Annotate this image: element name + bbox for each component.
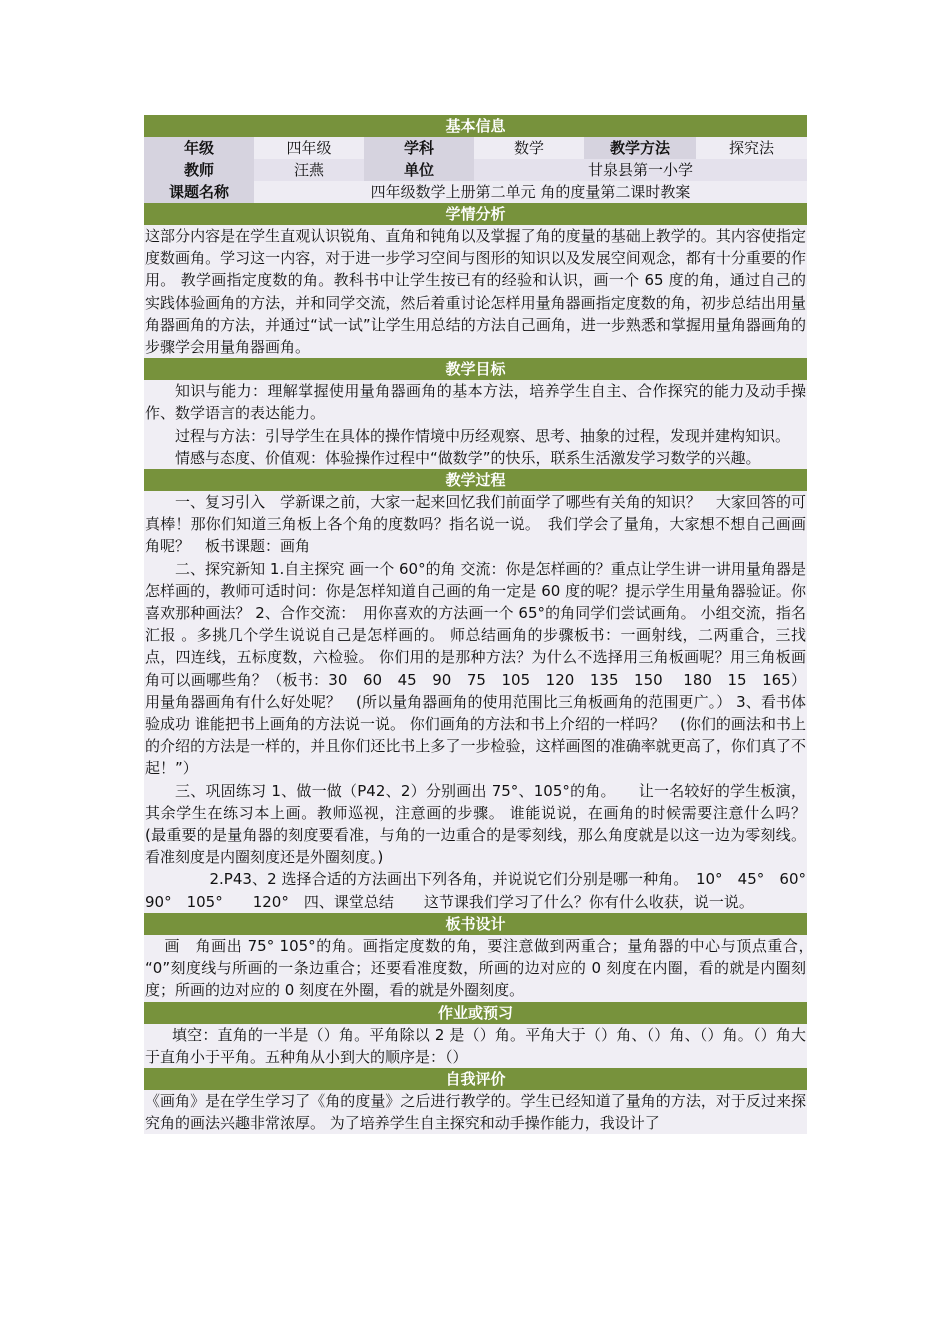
process-explore: 二、探究新知 1.自主探究 画一个 60°的角 交流：你是怎样画的？重点让学生讲一讲用量角器是怎样画的，教师可适时问：你是怎样知道自己画的角一定是 60 度的呢？提示学生用量角器验证。你喜欢那种画法？ 2、合作交流： 用你喜欢的方法画一个 65°的角同学们尝试画角。 小组交流，指名汇报 。多挑几个学生说说自己是怎样画的。 师总结画角的步骤板书：一画射线，二两重合，三找点，四连线，五标度数，六检验。 你们用的是那种方法？为什么不选择用三角板画呢？用三角板画角可以画哪些角？（板书：30 60 45 90 75 105 120 135 150 180 15 165）用量角器画角有什么好处呢？ (所以量角器画角的使用范围比三角板画角的范围更广。） 3、看书体验成功 谁能把书上画角的方法说一说。 你们画角的方法和书上介绍的一样吗？ (你们的画法和书上的介绍的方法是一样的，并且你们还比书上多了一步检验，这样画图的准确率就更高了，你们真了不起！”）	[145, 559, 806, 778]
review-text	[144, 1090, 807, 1134]
teacher-value: 汪燕	[293, 161, 324, 179]
method-label: 教学方法	[584, 137, 696, 159]
info-row-3	[144, 181, 807, 203]
section-header-review: 自我评价	[144, 1068, 807, 1090]
lesson-plan-table	[144, 115, 822, 1134]
info-row-1	[144, 137, 807, 159]
section-header-board: 板书设计	[144, 913, 807, 935]
review-paragraph: 《画角》是在学生学习了《角的度量》之后进行教学的。学生已经知道了量角的方法，对于反过来探究角的画法兴趣非常浓厚。 为了培养学生自主探究和动手操作能力，我设计了	[145, 1091, 806, 1133]
grade-value: 四年级	[286, 139, 332, 157]
process-summary: 2.P43、2 选择合适的方法画出下列各角，并说说它们分别是哪一种角。 10° 45° 60° 90° 105° 120° 四、课堂总结 这节课我们学习了什么？你有什么收获，说一说。	[145, 870, 822, 911]
grade-label: 年级	[144, 137, 254, 159]
subject-value: 数学	[513, 139, 544, 157]
board-text	[144, 935, 822, 1002]
method-value: 探究法	[728, 139, 774, 157]
homework-text	[144, 1024, 807, 1068]
section-header-homework: 作业或预习	[144, 1002, 807, 1024]
analysis-text	[144, 225, 807, 358]
goal-attitude: 情感与态度、价值观：体验操作过程中“做数学”的快乐，联系生活激发学习数学的兴趣。	[175, 448, 761, 467]
homework-paragraph: 填空：直角的一半是（）角。平角除以 2 是（）角。平角大于（）角、（）角、（）角。（）角大于直角小于平角。五种角从小到大的顺序是：（）	[145, 1025, 806, 1066]
goal-process: 过程与方法：引导学生在具体的操作情境中历经观察、思考、抽象的过程，发现并建构知识。	[175, 426, 791, 445]
section-header-basic-info: 基本信息	[144, 115, 807, 137]
unit-value: 甘泉县第一小学	[587, 161, 693, 179]
process-text	[144, 491, 822, 913]
section-header-analysis: 学情分析	[144, 203, 807, 225]
topic-value: 四年级数学上册第二单元 角的度量第二课时教案	[370, 183, 691, 201]
goals-text	[144, 380, 807, 469]
goal-knowledge: 知识与能力：理解掌握使用量角器画角的基本方法，培养学生自主、合作探究的能力及动手操作、数学语言的表达能力。	[145, 382, 806, 423]
subject-label: 学科	[364, 137, 474, 159]
teacher-label: 教师	[144, 159, 254, 181]
analysis-paragraph: 这部分内容是在学生直观认识锐角、直角和钝角以及掌握了角的度量的基础上教学的。其内容使指定度数画角。学习这一内容，对于进一步学习空间与图形的知识以及发展空间观念，都有十分重要的作用。 教学画指定度数的角。教科书中让学生按已有的经验和认识，画一个 65 度的角，通过自己的实践体验画角的方法，并和同学交流，然后着重讨论怎样用量角器画指定度数的角，初步总结出用量角器画角的方法，并通过“试一试”让学生用总结的方法自己画角，进一步熟悉和掌握用量角器画角的步骤学会用量角器画角。	[145, 227, 806, 357]
section-header-goals: 教学目标	[144, 358, 807, 380]
unit-label: 单位	[364, 159, 474, 181]
process-practice: 三、巩固练习 1、做一做（P42、2）分别画出 75°、105°的角。 让一名较好的学生板演，其余学生在练习本上画。教师巡视，注意画的步骤。 谁能说说，在画角的时候需要注意什么吗？ (最重要的是量角器的刻度要看准，与角的一边重合的是零刻线，那么角度就是以这一边为零刻线。看准刻度是内圈刻度还是外圈刻度。)	[145, 781, 822, 867]
section-header-process: 教学过程	[144, 469, 807, 491]
process-review: 一、复习引入 学新课之前，大家一起来回忆我们前面学了哪些有关角的知识？ 大家回答的可真棒！那你们知道三角板上各个角的度数吗？指名说一说。 我们学会了量角，大家想不想自己画画角呢？ 板书课题：画角	[145, 493, 806, 556]
board-paragraph: 画 角画出 75° 105°的角。画指定度数的角，要注意做到两重合；量角器的中心与顶点重合， “0”刻度线与所画的一条边重合；还要看准度数，所画的边对应的 0 刻度在内圈，看的就是内圈刻度；所画的边对应的 0 刻度在外圈，看的就是外圈刻度。	[145, 936, 822, 1000]
topic-label: 课题名称	[144, 181, 254, 203]
info-row-2	[144, 159, 807, 181]
